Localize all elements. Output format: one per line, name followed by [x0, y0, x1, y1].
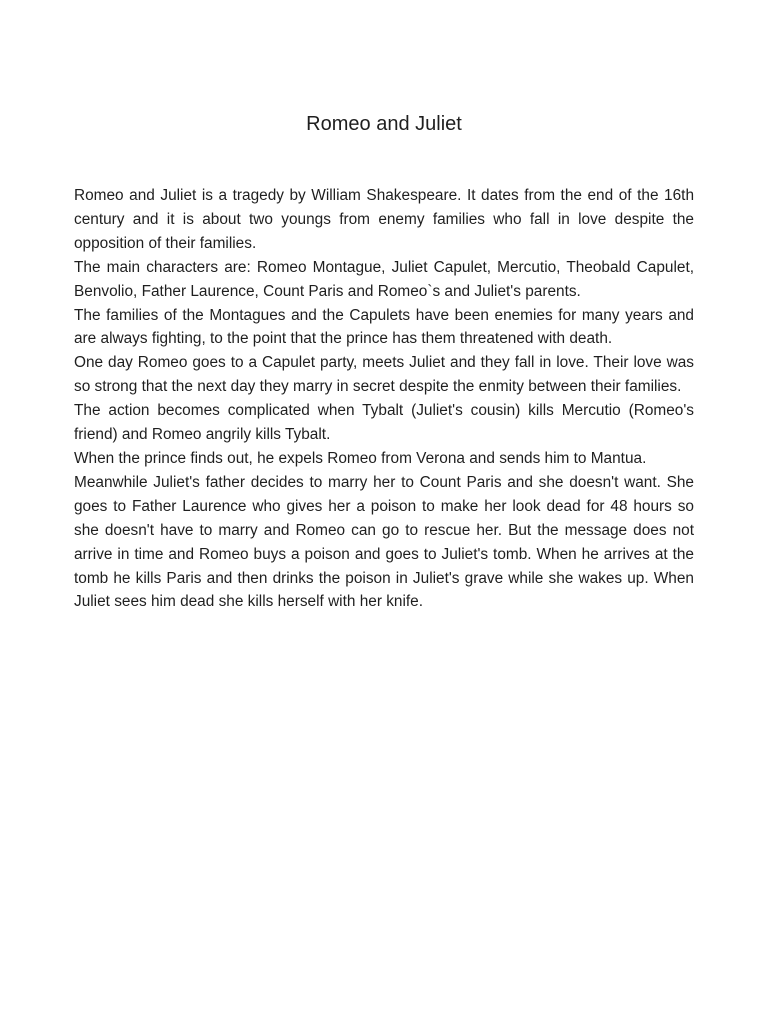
paragraph: Romeo and Juliet is a tragedy by William Shakespeare. It dates from the end of the 16th century and it is about two youngs from enemy families who fall in love despite the opposition of their families.	[74, 187, 694, 252]
paragraph: The families of the Montagues and the Capulets have been enemies for many years and are always fighting, to the point that the prince has them threatened with death.	[74, 306, 694, 348]
paragraph: One day Romeo goes to a Capulet party, meets Juliet and they fall in love. Their love was so strong that the next day they marry in secret despite the enmity between their families.	[74, 354, 694, 396]
document-title: Romeo and Juliet	[306, 113, 462, 135]
paragraph: When the prince finds out, he expels Romeo from Verona and sends him to Mantua.	[74, 449, 647, 467]
paragraph: The action becomes complicated when Tybalt (Juliet's cousin) kills Mercutio (Romeo's friend) and Romeo angrily kills Tybalt.	[74, 402, 694, 444]
paragraph: Meanwhile Juliet's father decides to marry her to Count Paris and she doesn't want. She goes to Father Laurence who gives her a poison to make her look dead for 48 hours so she doesn't have to marry and Romeo can go to rescue her. But the message does not arrive in time and Romeo buys a poison and goes to Juliet's tomb. When he arrives at the tomb he kills Paris and then drinks the poison in Juliet's grave while she wakes up. When Juliet sees him dead she kills herself with her knife.	[74, 473, 694, 611]
document-body	[74, 184, 694, 614]
paragraph: The main characters are: Romeo Montague, Juliet Capulet, Mercutio, Theobald Capulet, Benvolio, Father Laurence, Count Paris and Romeo`s and Juliet's parents.	[74, 258, 694, 300]
